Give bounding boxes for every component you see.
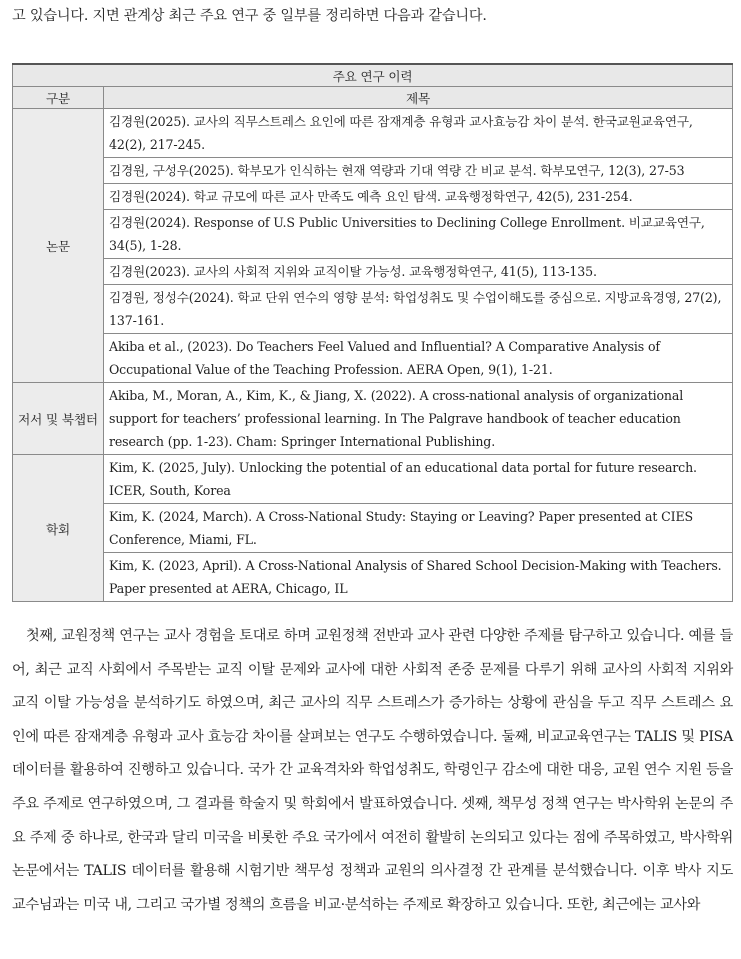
entry-cell: 김경원, 구성우(2025). 학부모가 인식하는 현재 역량과 기대 역량 간 비교 분석. 학부모연구, 12(3), 27-53 <box>104 158 733 184</box>
entry-cell: Kim, K. (2024, March). A Cross-National Study: Staying or Leaving? Paper presented at CIES Conference, Miami, FL. <box>104 504 733 553</box>
entry-cell: 김경원, 정성수(2024). 학교 단위 연수의 영향 분석: 학업성취도 및 수업이해도를 중심으로. 지방교육경영, 27(2), 137-161. <box>104 285 733 334</box>
table-row <box>13 285 733 334</box>
entry-cell: 김경원(2023). 교사의 사회적 지위와 교직이탈 가능성. 교육행정학연구, 41(5), 113-135. <box>104 259 733 285</box>
table-row <box>13 334 733 383</box>
table-title: 주요 연구 이력 <box>13 64 733 87</box>
intro-line: 고 있습니다. 지면 관계상 최근 주요 연구 중 일부를 정리하면 다음과 같습니다. <box>12 8 487 24</box>
category-cell: 논문 <box>13 109 104 383</box>
table-row <box>13 210 733 259</box>
body-text <box>12 620 733 922</box>
entry-cell: 김경원(2024). 학교 규모에 따른 교사 만족도 예측 요인 탐색. 교육행정학연구, 42(5), 231-254. <box>104 184 733 210</box>
table-row <box>13 109 733 158</box>
research-history-table <box>12 63 733 602</box>
entry-cell: Kim, K. (2023, April). A Cross-National Analysis of Shared School Decision-Making with Teachers. Paper presented at AERA, Chicago, IL <box>104 553 733 602</box>
header-title: 제목 <box>104 87 733 109</box>
header-category: 구분 <box>13 87 104 109</box>
table-row <box>13 383 733 455</box>
table-row <box>13 504 733 553</box>
entry-cell: 김경원(2024). Response of U.S Public Universities to Declining College Enrollment. 비교교육연구, 34(5), 1-28. <box>104 210 733 259</box>
category-cell: 학회 <box>13 455 104 602</box>
entry-cell: Akiba et al., (2023). Do Teachers Feel Valued and Influential? A Comparative Analysis of Occupational Value of the Teaching Profession. AERA Open, 9(1), 1-21. <box>104 334 733 383</box>
entry-cell: 김경원(2025). 교사의 직무스트레스 요인에 따른 잠재계층 유형과 교사효능감 차이 분석. 한국교원교육연구, 42(2), 217-245. <box>104 109 733 158</box>
table-row <box>13 455 733 504</box>
table-row <box>13 184 733 210</box>
table-title-row <box>13 64 733 87</box>
body-paragraph: 첫째, 교원정책 연구는 교사 경험을 토대로 하며 교원정책 전반과 교사 관련 다양한 주제를 탐구하고 있습니다. 예를 들어, 최근 교직 사회에서 주목받는 교직 이탈 문제와 교사에 대한 사회적 존중 문제를 다루기 위해 교사의 사회적 지위와 교직 이탈 가능성을 분석하기도 하였으며, 최근 교사의 직무 스트레스가 증가하는 상황에 관심을 두고 직무 스트레스 요인에 따른 잠재계층 유형과 교사 효능감 차이를 살펴보는 연구도 수행하였습니다. 둘째, 비교교육연구는 TALIS 및 PISA 데이터를 활용하여 진행하고 있습니다. 국가 간 교육격차와 학업성취도, 학령인구 감소에 대한 대응, 교원 연수 지원 등을 주요 주제로 연구하였으며, 그 결과를 학술지 및 학회에서 발표하였습니다. 셋째, 책무성 정책 연구는 박사학위 논문의 주요 주제 중 하나로, 한국과 달리 미국을 비롯한 주요 국가에서 여전히 활발히 논의되고 있다는 점에 주목하였고, 박사학위 논문에서는 TALIS 데이터를 활용해 시험기반 책무성 정책과 교원의 의사결정 간 관계를 분석했습니다. 이후 박사 지도교수님과는 미국 내, 그리고 국가별 정책의 흐름을 비교·분석하는 주제로 확장하고 있습니다. 또한, 최근에는 교사와 <box>12 628 733 913</box>
entry-cell: Akiba, M., Moran, A., Kim, K., & Jiang, X. (2022). A cross-national analysis of organizational support for teachers’ professional learning. In The Palgrave handbook of teacher education research (pp. 1-23). Cham: Springer International Publishing. <box>104 383 733 455</box>
table-row <box>13 158 733 184</box>
category-cell: 저서 및 북챕터 <box>13 383 104 455</box>
table-row <box>13 259 733 285</box>
table-header-row <box>13 87 733 109</box>
entry-cell: Kim, K. (2025, July). Unlocking the potential of an educational data portal for future research. ICER, South, Korea <box>104 455 733 504</box>
table-row <box>13 553 733 602</box>
